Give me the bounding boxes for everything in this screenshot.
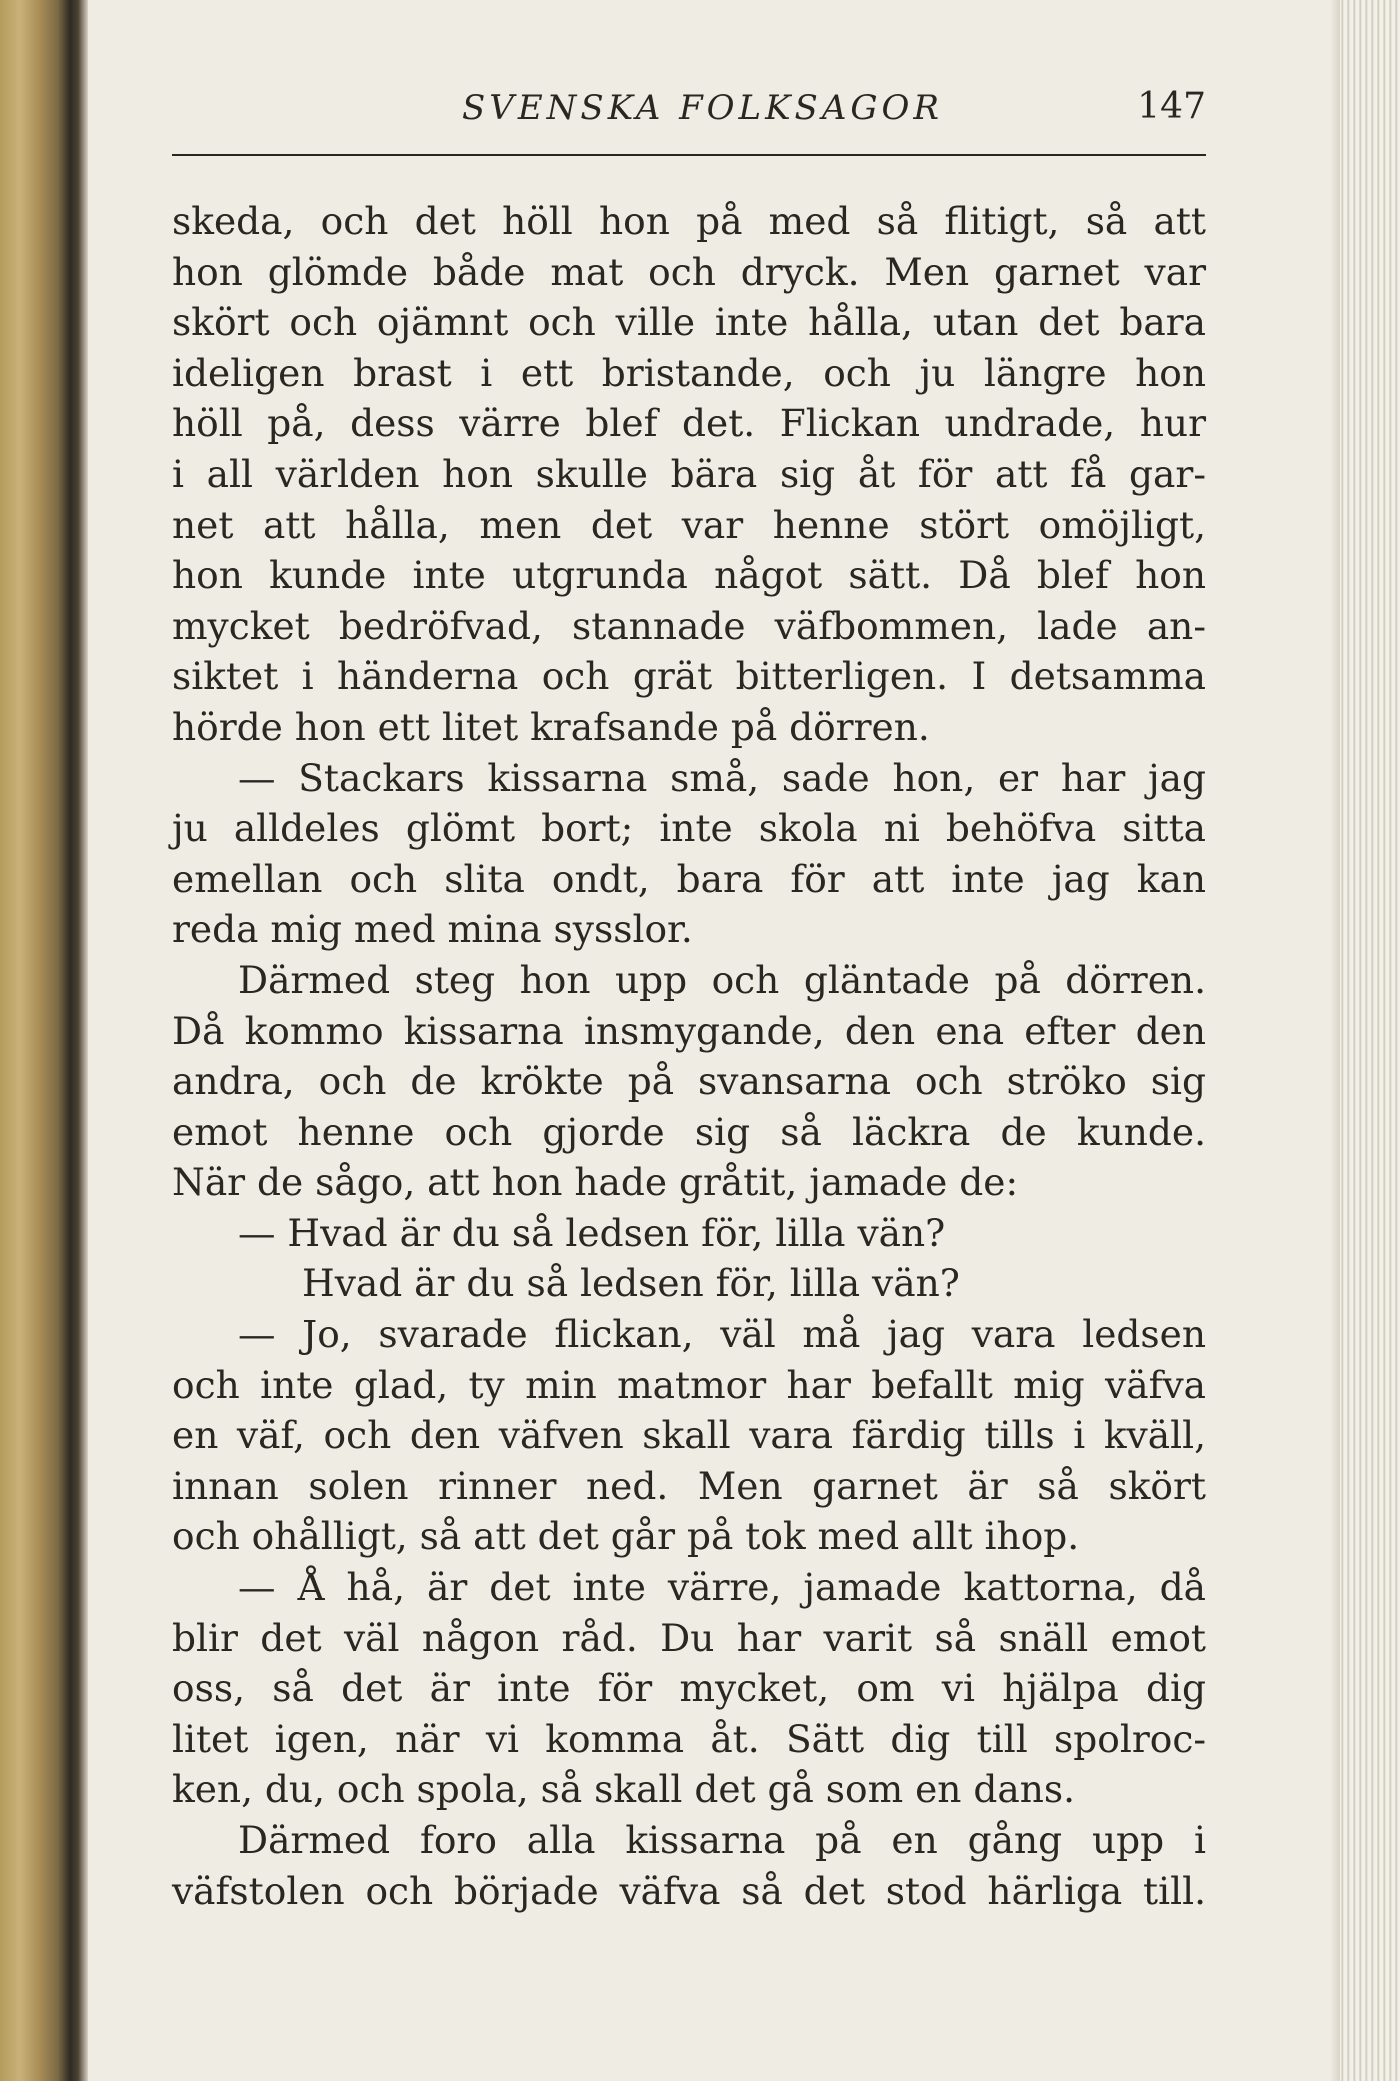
- text-line: oss, så det är inte för mycket, om vi hjälpa dig: [172, 1666, 1206, 1711]
- text-line: net att hålla, men det var henne stört omöjligt,: [172, 502, 1206, 547]
- text-line: ideligen brast i ett bristande, och ju längre hon: [172, 350, 1206, 395]
- text-line: en väf, och den väfven skall vara färdig tills i kväll,: [172, 1413, 1206, 1458]
- text-line: mycket bedröfvad, stannade väfbommen, lade an-: [172, 603, 1206, 648]
- body-text: [172, 196, 1206, 1916]
- text-line: hon kunde inte utgrunda något sätt. Då blef hon: [172, 553, 1206, 598]
- text-line: — Å hå, är det inte värre, jamade kattorna, då: [238, 1565, 1206, 1610]
- page-number: 147: [1137, 86, 1206, 127]
- page-header: [172, 60, 1206, 140]
- book-binding-gutter: [0, 0, 88, 2081]
- text-line: litet igen, när vi komma åt. Sätt dig till spolroc-: [172, 1716, 1206, 1761]
- text-line: siktet i händerna och grät bitterligen. I detsamma: [172, 654, 1206, 699]
- text-line: i all världen hon skulle bära sig åt för att få gar-: [172, 451, 1206, 496]
- text-line: — Hvad är du så ledsen för, lilla vän?: [238, 1210, 946, 1255]
- text-line: hörde hon ett litet krafsande på dörren.: [172, 704, 930, 749]
- text-line: innan solen rinner ned. Men garnet är så skört: [172, 1463, 1206, 1508]
- running-title: SVENSKA FOLKSAGOR: [462, 88, 944, 128]
- text-line: emellan och slita ondt, bara för att inte jag kan: [172, 856, 1206, 901]
- text-line: reda mig med mina sysslor.: [172, 907, 693, 952]
- text-line: — Jo, svarade flickan, väl må jag vara ledsen: [238, 1312, 1206, 1357]
- page-edges: [1338, 0, 1400, 2081]
- text-line: väfstolen och började väfva så det stod härliga till.: [172, 1868, 1206, 1913]
- text-line: skört och ojämnt och ville inte hålla, utan det bara: [172, 300, 1206, 345]
- text-line: Då kommo kissarna insmygande, den ena efter den: [172, 1008, 1206, 1053]
- text-line: ken, du, och spola, så skall det gå som en dans.: [172, 1767, 1076, 1812]
- text-line: andra, och de krökte på svansarna och ströko sig: [172, 1059, 1206, 1104]
- text-line: Därmed steg hon upp och gläntade på dörren.: [238, 957, 1206, 1002]
- header-rule: [172, 154, 1206, 156]
- text-line: skeda, och det höll hon på med så flitigt, så att: [172, 199, 1206, 243]
- text-line: och ohålligt, så att det går på tok med allt ihop.: [172, 1514, 1080, 1559]
- text-line: blir det väl någon råd. Du har varit så snäll emot: [172, 1615, 1206, 1660]
- book-page: [172, 60, 1206, 1913]
- text-line: höll på, dess värre blef det. Flickan undrade, hur: [172, 401, 1206, 446]
- text-line: hon glömde både mat och dryck. Men garnet var: [172, 249, 1206, 294]
- text-line: emot henne och gjorde sig så läckra de kunde.: [172, 1109, 1206, 1154]
- text-line: ju alldeles glömt bort; inte skola ni behöfva sitta: [172, 806, 1206, 851]
- text-line: — Stackars kissarna små, sade hon, er har jag: [238, 755, 1206, 800]
- text-line: Hvad är du så ledsen för, lilla vän?: [302, 1261, 960, 1306]
- text-line: När de sågo, att hon hade gråtit, jamade de:: [172, 1160, 1019, 1205]
- text-line: Därmed foro alla kissarna på en gång upp i: [238, 1818, 1206, 1862]
- text-line: och inte glad, ty min matmor har befallt mig väfva: [172, 1362, 1206, 1407]
